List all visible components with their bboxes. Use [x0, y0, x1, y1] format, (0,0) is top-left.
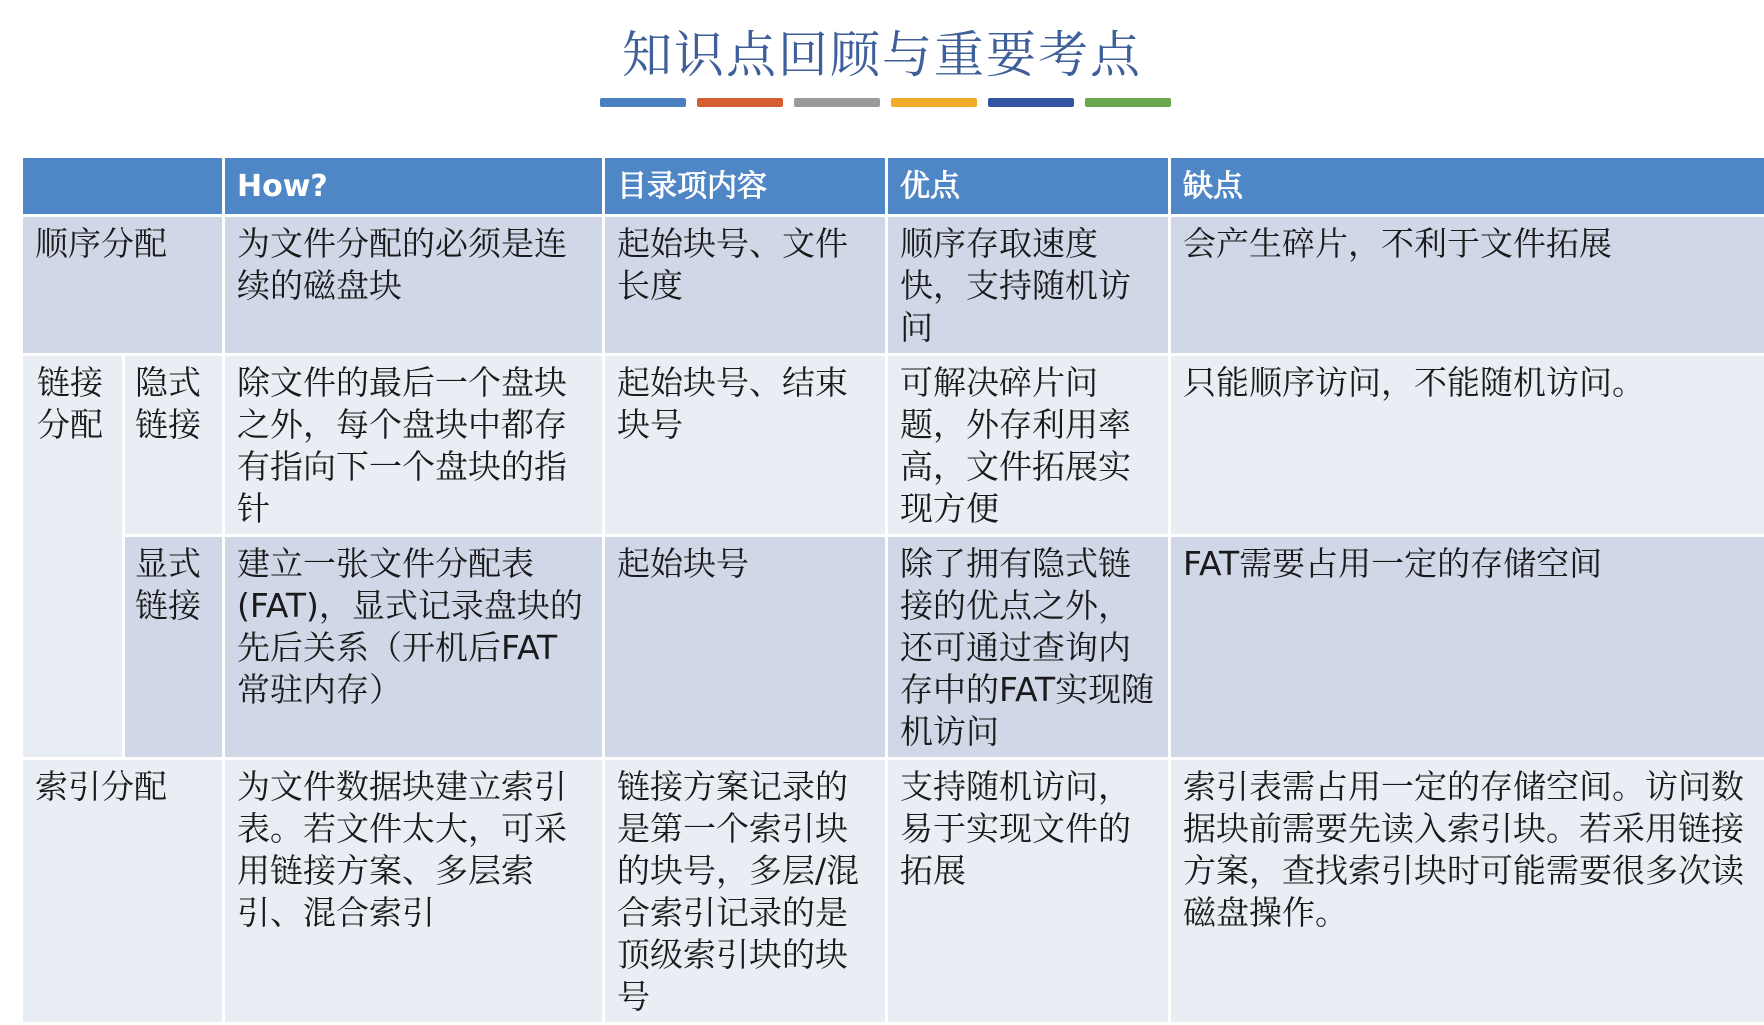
- table-row-explicit-link: [22, 536, 1764, 759]
- row-label-sequential: 顺序分配: [22, 216, 224, 355]
- title-bar-5: [988, 98, 1074, 107]
- title-bar-1: [600, 98, 686, 107]
- cell-how-sequential: 为文件分配的必须是连续的磁盘块: [224, 216, 604, 355]
- header-blank: [22, 157, 224, 216]
- table-header-row: [22, 157, 1764, 216]
- row-label-implicit: 隐式链接: [124, 355, 224, 536]
- cell-entry-explicit: 起始块号: [604, 536, 887, 759]
- title-bar-2: [697, 98, 783, 107]
- header-pros: 优点: [887, 157, 1170, 216]
- cell-pros-implicit: 可解决碎片问题，外存利用率高，文件拓展实现方便: [887, 355, 1170, 536]
- cell-how-implicit: 除文件的最后一个盘块之外，每个盘块中都存有指向下一个盘块的指针: [224, 355, 604, 536]
- row-label-linked: 链接分配: [22, 355, 124, 759]
- cell-entry-indexed: 链接方案记录的是第一个索引块的块号，多层/混合索引记录的是顶级索引块的块号: [604, 759, 887, 1024]
- title-bar-3: [794, 98, 880, 107]
- cell-pros-sequential: 顺序存取速度快，支持随机访问: [887, 216, 1170, 355]
- cell-cons-implicit: 只能顺序访问，不能随机访问。: [1170, 355, 1764, 536]
- allocation-summary-table: [20, 155, 1764, 1025]
- cell-how-indexed: 为文件数据块建立索引表。若文件太大，可采用链接方案、多层索引、混合索引: [224, 759, 604, 1024]
- slide-title: 知识点回顾与重要考点: [0, 20, 1764, 90]
- title-bar-4: [891, 98, 977, 107]
- row-label-indexed: 索引分配: [22, 759, 224, 1024]
- table-row-sequential: [22, 216, 1764, 355]
- cell-pros-indexed: 支持随机访问，易于实现文件的拓展: [887, 759, 1170, 1024]
- header-cons: 缺点: [1170, 157, 1764, 216]
- row-label-explicit: 显式链接: [124, 536, 224, 759]
- title-underline-bars: [600, 98, 1171, 107]
- cell-entry-implicit: 起始块号、结束块号: [604, 355, 887, 536]
- header-how: How?: [224, 157, 604, 216]
- title-bar-6: [1085, 98, 1171, 107]
- header-entry: 目录项内容: [604, 157, 887, 216]
- cell-cons-sequential: 会产生碎片，不利于文件拓展: [1170, 216, 1764, 355]
- cell-cons-indexed: 索引表需占用一定的存储空间。访问数据块前需要先读入索引块。若采用链接方案，查找索引块时可能需要很多次读磁盘操作。: [1170, 759, 1764, 1024]
- cell-cons-explicit: FAT需要占用一定的存储空间: [1170, 536, 1764, 759]
- cell-how-explicit: 建立一张文件分配表(FAT)，显式记录盘块的先后关系（开机后FAT常驻内存）: [224, 536, 604, 759]
- table-row-implicit-link: [22, 355, 1764, 536]
- cell-pros-explicit: 除了拥有隐式链接的优点之外，还可通过查询内存中的FAT实现随机访问: [887, 536, 1170, 759]
- cell-entry-sequential: 起始块号、文件长度: [604, 216, 887, 355]
- table-row-indexed: [22, 759, 1764, 1024]
